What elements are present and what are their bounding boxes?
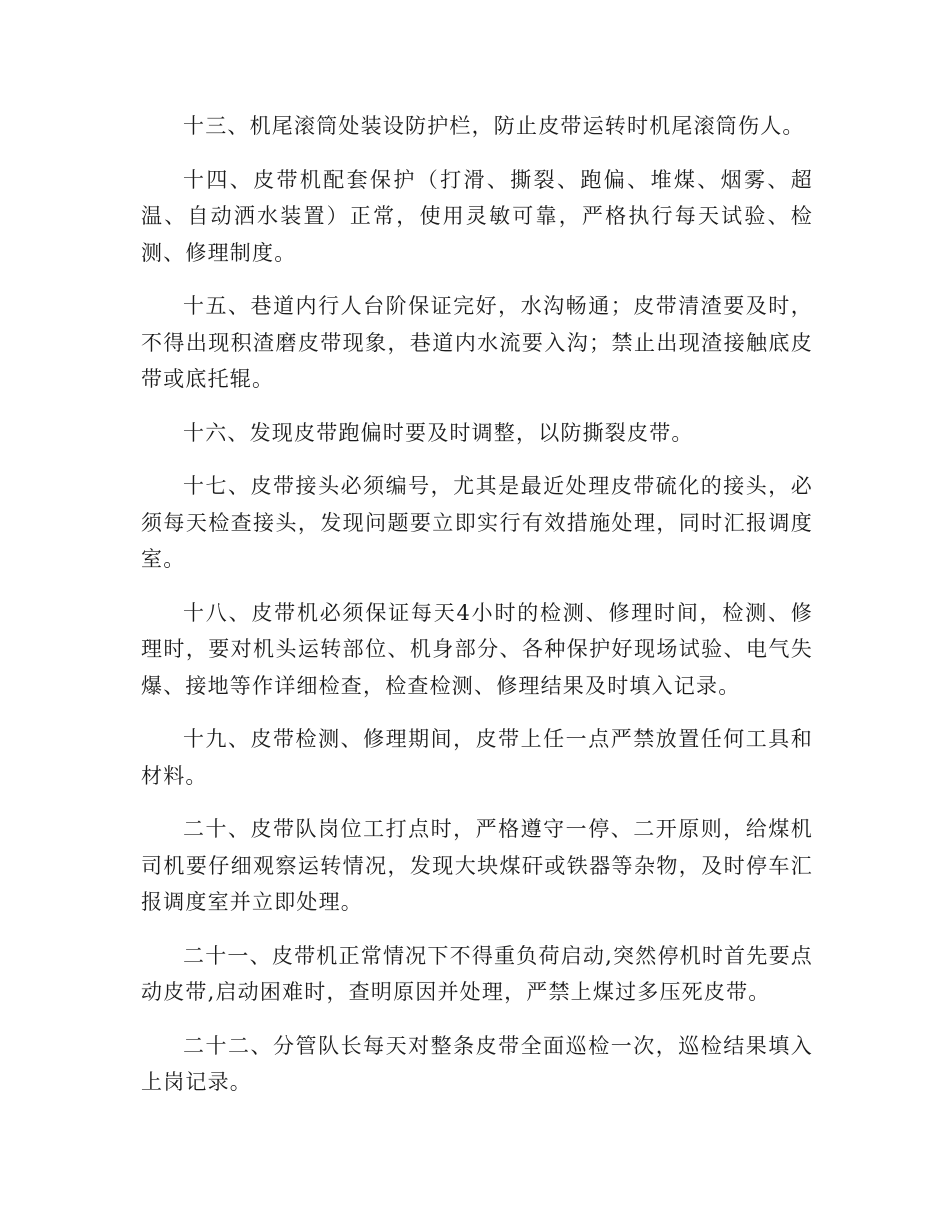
document-body (141, 108, 813, 1118)
paragraph-21: 二十一、皮带机正常情况下不得重负荷启动,突然停机时首先要点动皮带,启动困难时，查明原因并处理，严禁上煤过多压死皮带。 (141, 943, 813, 1004)
paragraph-18: 十八、皮带机必须保证每天4小时的检测、修理时间，检测、修理时，要对机头运转部位、机身部分、各种保护好现场试验、电气失爆、接地等作详细检查，检查检测、修理结果及时填入记录。 (141, 600, 813, 698)
paragraph-15: 十五、巷道内行人台阶保证完好，水沟畅通；皮带清渣要及时，不得出现积渣磨皮带现象，巷道内水流要入沟；禁止出现渣接触底皮带或底托辊。 (141, 294, 813, 391)
paragraph-16: 十六、发现皮带跑偏时要及时调整，以防撕裂皮带。 (183, 420, 694, 445)
paragraph-14: 十四、皮带机配套保护（打滑、撕裂、跑偏、堆煤、烟雾、超温、自动洒水装置）正常，使用灵敏可靠，严格执行每天试验、检测、修理制度。 (141, 167, 813, 265)
paragraph-17: 十七、皮带接头必须编号，尤其是最近处理皮带硫化的接头，必须每天检查接头，发现问题要立即实行有效措施处理，同时汇报调度室。 (141, 474, 813, 571)
paragraph-13: 十三、机尾滚筒处装设防护栏，防止皮带运转时机尾滚筒伤人。 (183, 114, 805, 138)
paragraph-20: 二十、皮带队岗位工打点时，严格遵守一停、二开原则，给煤机司机要仔细观察运转情况，发现大块煤矸或铁器等杂物，及时停车汇报调度室并立即处理。 (141, 817, 813, 914)
paragraph-19: 十九、皮带检测、修理期间，皮带上任一点严禁放置任何工具和材料。 (141, 727, 813, 788)
paragraph-22: 二十二、分管队长每天对整条皮带全面巡检一次，巡检结果填入上岗记录。 (141, 1033, 813, 1094)
